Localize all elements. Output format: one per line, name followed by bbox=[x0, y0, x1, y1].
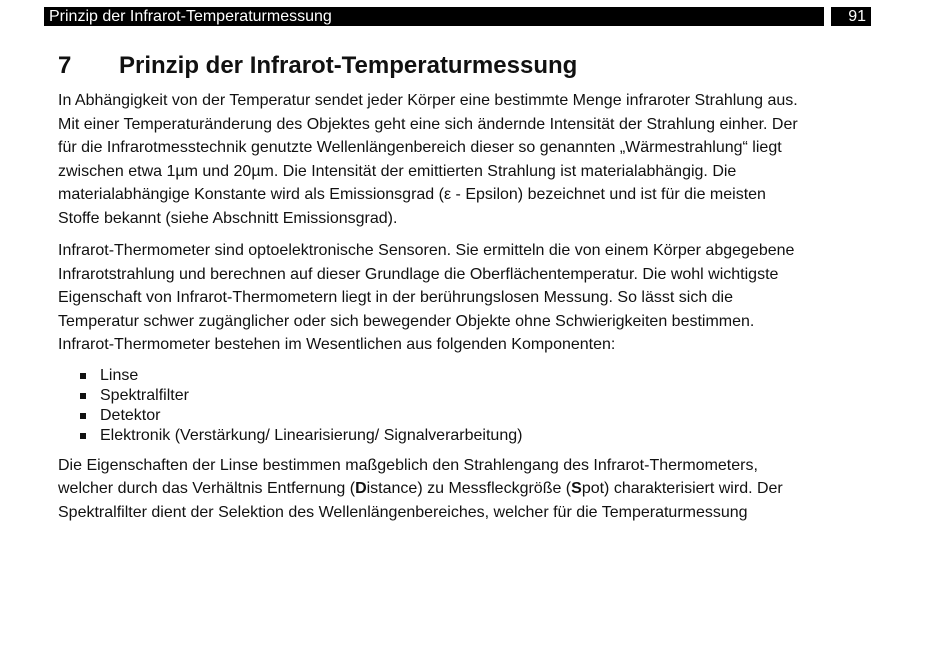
list-item bbox=[100, 366, 878, 386]
paragraph-line: Eigenschaft von Infrarot-Thermometern liegt in der berührungslosen Messung. So lässt sich die bbox=[58, 289, 734, 306]
section-number: 7 bbox=[58, 52, 72, 79]
section-heading bbox=[58, 52, 577, 80]
paragraph-line: zwischen etwa 1µm und 20µm. Die Intensität der emittierten Strahlung ist materialabhängig. Die bbox=[58, 162, 737, 180]
paragraph-line: Stoffe bekannt (siehe Abschnitt Emissionsgrad). bbox=[58, 209, 398, 227]
paragraph-3 bbox=[58, 454, 878, 525]
list-item-text: Elektronik (Verstärkung/ Linearisierung/ Signalverarbeitung) bbox=[100, 426, 523, 444]
bold-letter-d: D bbox=[355, 480, 367, 497]
list-item bbox=[100, 426, 878, 446]
document-body bbox=[58, 89, 878, 533]
text-run: pot) charakterisiert wird. Der bbox=[581, 480, 783, 497]
section-title: Prinzip der Infrarot-Temperaturmessung bbox=[119, 52, 578, 79]
list-item-text: Spektralfilter bbox=[100, 386, 189, 404]
paragraph-line: Infrarotstrahlung und berechnen auf dieser Grundlage die Oberflächentemperatur. Die wohl wichtigste bbox=[58, 265, 779, 283]
paragraph-line: Infrarot-Thermometer sind optoelektronische Sensoren. Sie ermitteln die von einem Körper abgegebene bbox=[58, 242, 795, 259]
paragraph-line: Infrarot-Thermometer bestehen im Wesentlichen aus folgenden Komponenten: bbox=[58, 336, 616, 353]
list-item bbox=[100, 386, 878, 406]
running-title: Prinzip der Infrarot-Temperaturmessung bbox=[49, 8, 332, 25]
bullet-icon bbox=[80, 373, 86, 379]
bullet-icon bbox=[80, 433, 86, 439]
bullet-icon bbox=[80, 413, 86, 419]
components-list bbox=[58, 366, 878, 446]
paragraph-line: für die Infrarotmesstechnik genutzte Wellenlängenbereich dieser so genannten „Wärmestrahlung“ liegt bbox=[58, 139, 782, 156]
list-item-text: Linse bbox=[100, 366, 139, 384]
text-run: welcher durch das Verhältnis Entfernung ( bbox=[58, 480, 356, 497]
text-run: istance) zu Messfleckgröße ( bbox=[366, 480, 572, 497]
paragraph-line: Mit einer Temperaturänderung des Objektes geht eine sich ändernde Intensität der Strahlung einher. Der bbox=[58, 115, 798, 133]
bullet-icon bbox=[80, 393, 86, 399]
paragraph-line: Temperatur schwer zugänglicher oder sich bewegender Objekte ohne Schwierigkeiten bestimmen. bbox=[58, 312, 755, 330]
paragraph-1 bbox=[58, 89, 878, 230]
paragraph-line: materialabhängige Konstante wird als Emissionsgrad (ε - Epsilon) bezeichnet und ist für die meisten bbox=[58, 186, 766, 203]
paragraph-line bbox=[58, 477, 878, 501]
page-number-box bbox=[831, 7, 871, 26]
paragraph-2 bbox=[58, 239, 878, 357]
paragraph-line: In Abhängigkeit von der Temperatur sendet jeder Körper eine bestimmte Menge infraroter Strahlung aus. bbox=[58, 92, 798, 109]
page-number: 91 bbox=[848, 8, 866, 25]
list-item bbox=[100, 406, 878, 426]
paragraph-line: Spektralfilter dient der Selektion des Wellenlängenbereiches, welcher für die Temperaturmessung bbox=[58, 503, 748, 521]
list-item-text: Detektor bbox=[100, 406, 161, 424]
running-header bbox=[44, 7, 824, 26]
bold-letter-s: S bbox=[571, 480, 582, 497]
paragraph-line: Die Eigenschaften der Linse bestimmen maßgeblich den Strahlengang des Infrarot-Thermometers, bbox=[58, 456, 758, 474]
